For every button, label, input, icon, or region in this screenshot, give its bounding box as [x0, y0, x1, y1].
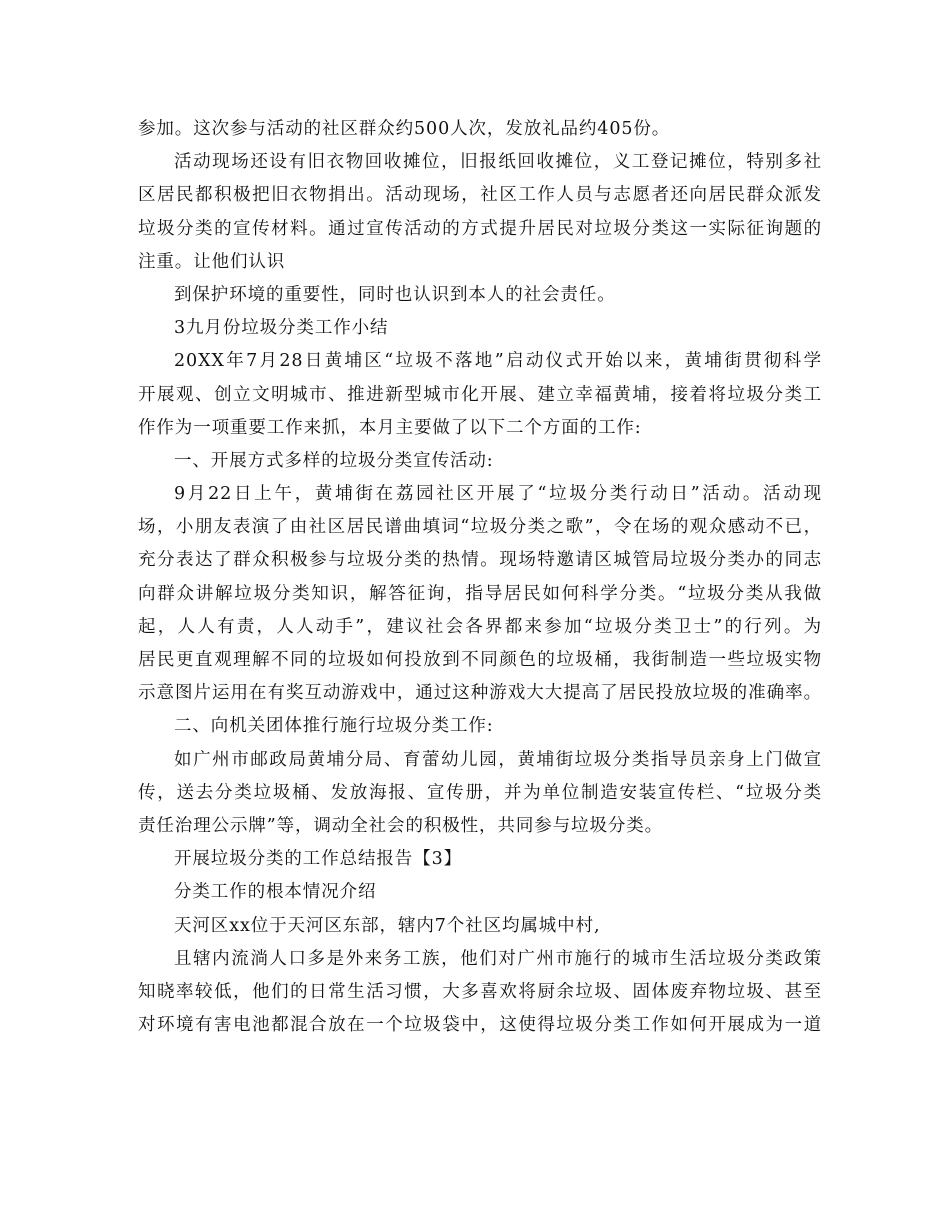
text-line: 如广州市邮政局黄埔分局、育蕾幼儿园，黄埔街垃圾分类指导员亲身上门做宣 — [174, 749, 822, 770]
text-line: 开展垃圾分类的工作总结报告【3】 — [174, 849, 463, 870]
text-line: 分类工作的根本情况介绍 — [174, 882, 377, 903]
text-line: 对环境有害电池都混合放在一个垃圾袋中，这使得垃圾分类工作如何开展成为一道 — [138, 1015, 822, 1036]
text-line: 充分表达了群众积极参与垃圾分类的热情。现场特邀请区城管局垃圾分类办的同志 — [138, 550, 822, 571]
text-line: 且辖内流淌人口多是外来务工族，他们对广州市施行的城市生活垃圾分类政策 — [174, 948, 822, 969]
text-line: 20XX年7月28日黄埔区“垃圾不落地”启动仪式开始以来，黄埔街贯彻科学 — [174, 351, 822, 372]
text-line: 一、开展方式多样的垃圾分类宣传活动: — [174, 450, 494, 471]
text-line: 活动现场还设有旧衣物回收摊位，旧报纸回收摊位，义工登记摊位，特别多社 — [174, 152, 822, 173]
text-line: 知晓率较低，他们的日常生活习惯，大多喜欢将厨余垃圾、固体废弃物垃圾、甚至 — [138, 981, 822, 1002]
text-line: 责任治理公示牌”等，调动全社会的积极性，共同参与垃圾分类。 — [138, 815, 664, 836]
text-line: 垃圾分类的宣传材料。通过宣传活动的方式提升居民对垃圾分类这一实际征询题的 — [138, 218, 822, 239]
text-line: 向群众讲解垃圾分类知识，解答征询，指导居民如何科学分类。“垃圾分类从我做 — [138, 583, 822, 604]
text-line: 参加。这次参与活动的社区群众约500人次，发放礼品约405份。 — [138, 119, 671, 139]
text-line: 注重。让他们认识 — [138, 251, 286, 272]
document-page — [138, 113, 822, 1042]
text-line: 到保护环境的重要性，同时也认识到本人的社会责任。 — [174, 284, 616, 305]
text-line: 居民更直观理解不同的垃圾如何投放到不同颜色的垃圾桶，我街制造一些垃圾实物 — [138, 650, 822, 670]
text-line: 起，人人有责，人人动手”，建议社会各界都来参加“垃圾分类卫士”的行列。为 — [138, 616, 822, 637]
text-line: 二、向机关团体推行施行垃圾分类工作: — [174, 716, 494, 737]
text-line: 3九月份垃圾分类工作小结 — [174, 318, 389, 339]
text-line: 示意图片运用在有奖互动游戏中，通过这种游戏大大提高了居民投放垃圾的准确率。 — [138, 683, 822, 704]
text-line: 作作为一项重要工作来抓，本月主要做了以下二个方面的工作: — [138, 417, 642, 438]
text-line: 9月22日上午，黄埔街在荔园社区开展了“垃圾分类行动日”活动。活动现 — [174, 484, 822, 505]
text-line: 开展观、创立文明城市、推进新型城市化开展、建立幸福黄埔，接着将垃圾分类工 — [138, 384, 822, 405]
text-line: 场，小朋友表演了由社区居民谱曲填词“垃圾分类之歌”，令在场的观众感动不已， — [138, 517, 822, 538]
text-line: 区居民都积极把旧衣物捐出。活动现场，社区工作人员与志愿者还向居民群众派发 — [138, 185, 822, 206]
text-line: 天河区xx位于天河区东部，辖内7个社区均属城中村, — [174, 915, 601, 936]
text-line: 传，送去分类垃圾桶、发放海报、宣传册，并为单位制造安装宣传栏、“垃圾分类 — [138, 782, 822, 803]
